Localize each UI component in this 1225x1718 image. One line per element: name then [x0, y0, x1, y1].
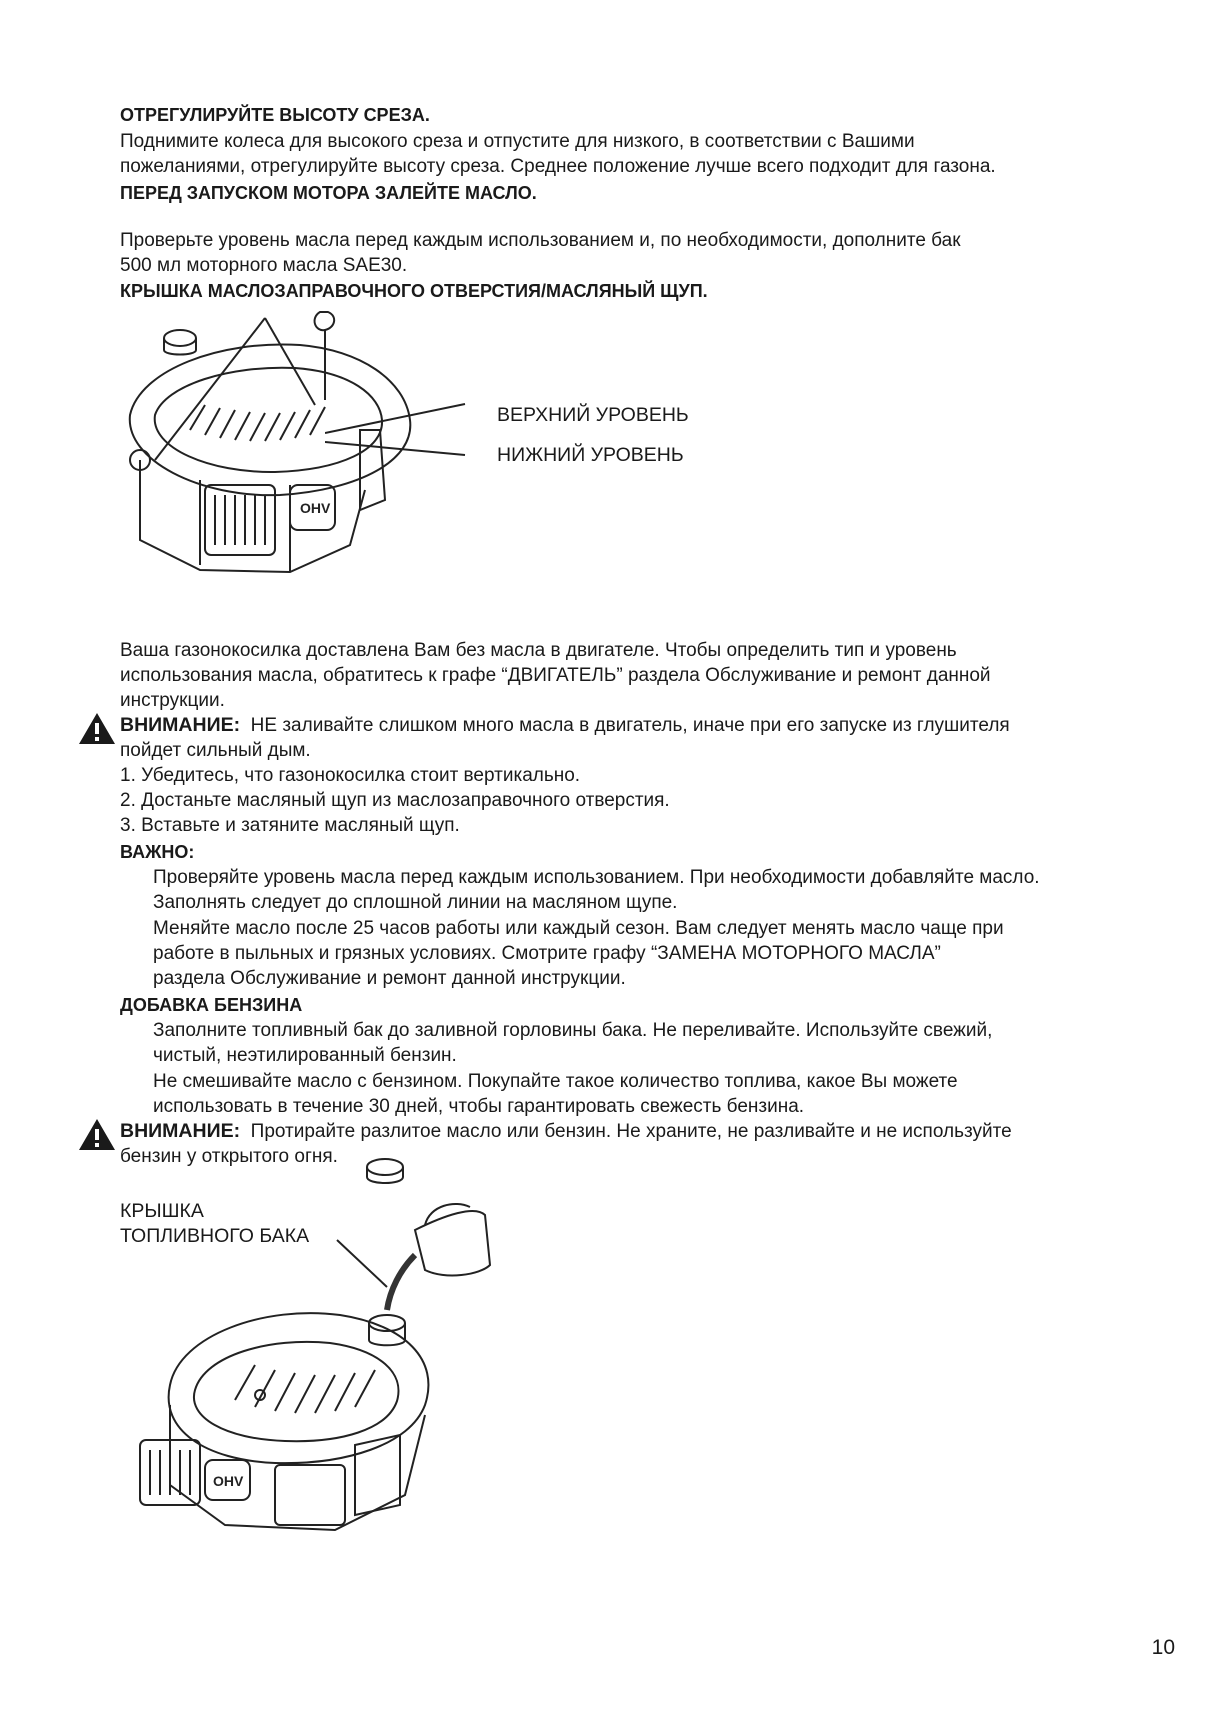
paragraph-line: раздела Обслуживание и ремонт данной инструкции.: [153, 968, 626, 989]
paragraph-line: чистый, неэтилированный бензин.: [153, 1045, 457, 1066]
fuel-cap-label-line2: ТОПЛИВНОГО БАКА: [120, 1225, 310, 1247]
warning-line: [120, 713, 1010, 738]
ohv-label: OHV: [213, 1473, 244, 1489]
warning-line: [120, 1119, 1012, 1144]
pointer-line: [155, 318, 265, 460]
paragraph-line: 500 мл моторного масла SAE30.: [120, 255, 408, 276]
warning-icon: [78, 712, 116, 745]
paragraph-line: Поднимите колеса для высокого среза и отпустите для низкого, в соответствии с Вашими: [120, 131, 915, 152]
paragraph-line: Меняйте масло после 25 часов работы или каждый сезон. Вам следует менять масло чаще при: [153, 918, 1004, 939]
warning-label: ВНИМАНИЕ:: [120, 714, 241, 736]
fuel-cap-label-line1: КРЫШКА: [120, 1200, 204, 1222]
paragraph-line: Заполнять следует до сплошной линии на масляном щупе.: [153, 892, 678, 913]
paragraph-line: использования масла, обратитесь к графе “ДВИГАТЕЛЬ” раздела Обслуживание и ремонт данной: [120, 665, 991, 686]
step-item: 1. Убедитесь, что газонокосилка стоит вертикально.: [120, 765, 581, 786]
warning-continuation: пойдет сильный дым.: [120, 740, 311, 761]
lower-level-label: НИЖНИЙ УРОВЕНЬ: [497, 444, 684, 466]
heading-oil-fill: ПЕРЕД ЗАПУСКОМ МОТОРА ЗАЛЕЙТЕ МАСЛО.: [120, 183, 537, 203]
paragraph-line: пожеланиями, отрегулируйте высоту среза. Среднее положение лучше всего подходит для газона.: [120, 156, 996, 177]
level-pointer-lines: [325, 398, 475, 458]
upper-level-label: ВЕРХНИЙ УРОВЕНЬ: [497, 404, 689, 426]
pointer-line: [265, 318, 315, 405]
heading-fuel: ДОБАВКА БЕНЗИНА: [120, 995, 303, 1015]
paragraph-line: инструкции.: [120, 690, 225, 711]
heading-dipstick: КРЫШКА МАСЛОЗАПРАВОЧНОГО ОТВЕРСТИЯ/МАСЛЯНЫЙ ЩУП.: [120, 281, 708, 301]
paragraph-line: Не смешивайте масло с бензином. Покупайте такое количество топлива, какое Вы можете: [153, 1071, 958, 1092]
paragraph-line: Заполните топливный бак до заливной горловины бака. Не переливайте. Используйте свежий,: [153, 1020, 993, 1041]
ohv-label: OHV: [300, 500, 331, 516]
page-number: 10: [1151, 1636, 1175, 1659]
warning-icon: [78, 1118, 116, 1151]
step-item: 3. Вставьте и затяните масляный щуп.: [120, 815, 460, 836]
paragraph-line: работе в пыльных и грязных условиях. Смотрите графу “ЗАМЕНА МОТОРНОГО МАСЛА”: [153, 943, 941, 964]
paragraph-line: Проверьте уровень масла перед каждым использованием и, по необходимости, дополните бак: [120, 230, 961, 251]
paragraph-line: Ваша газонокосилка доставлена Вам без масла в двигателе. Чтобы определить тип и уровень: [120, 640, 957, 661]
paragraph-line: использовать в течение 30 дней, чтобы гарантировать свежесть бензина.: [153, 1096, 805, 1117]
warning-continuation: бензин у открытого огня.: [120, 1146, 338, 1167]
step-item: 2. Достаньте масляный щуп из маслозаправочного отверстия.: [120, 790, 670, 811]
pointer-line: [337, 1240, 387, 1287]
warning-label: ВНИМАНИЕ:: [120, 1120, 241, 1142]
paragraph-line: Проверяйте уровень масла перед каждым использованием. При необходимости добавляйте масло.: [153, 867, 1040, 888]
warning-text: Протирайте разлитое масло или бензин. Не храните, не разливайте и не используйте: [250, 1121, 1012, 1142]
warning-text: НЕ заливайте слишком много масла в двигатель, иначе при его запуске из глушителя: [250, 715, 1010, 736]
heading-cut-height: ОТРЕГУЛИРУЙТЕ ВЫСОТУ СРЕЗА.: [120, 105, 430, 125]
engine-refuel-figure: [125, 1145, 505, 1550]
heading-important: ВАЖНО:: [120, 842, 195, 862]
